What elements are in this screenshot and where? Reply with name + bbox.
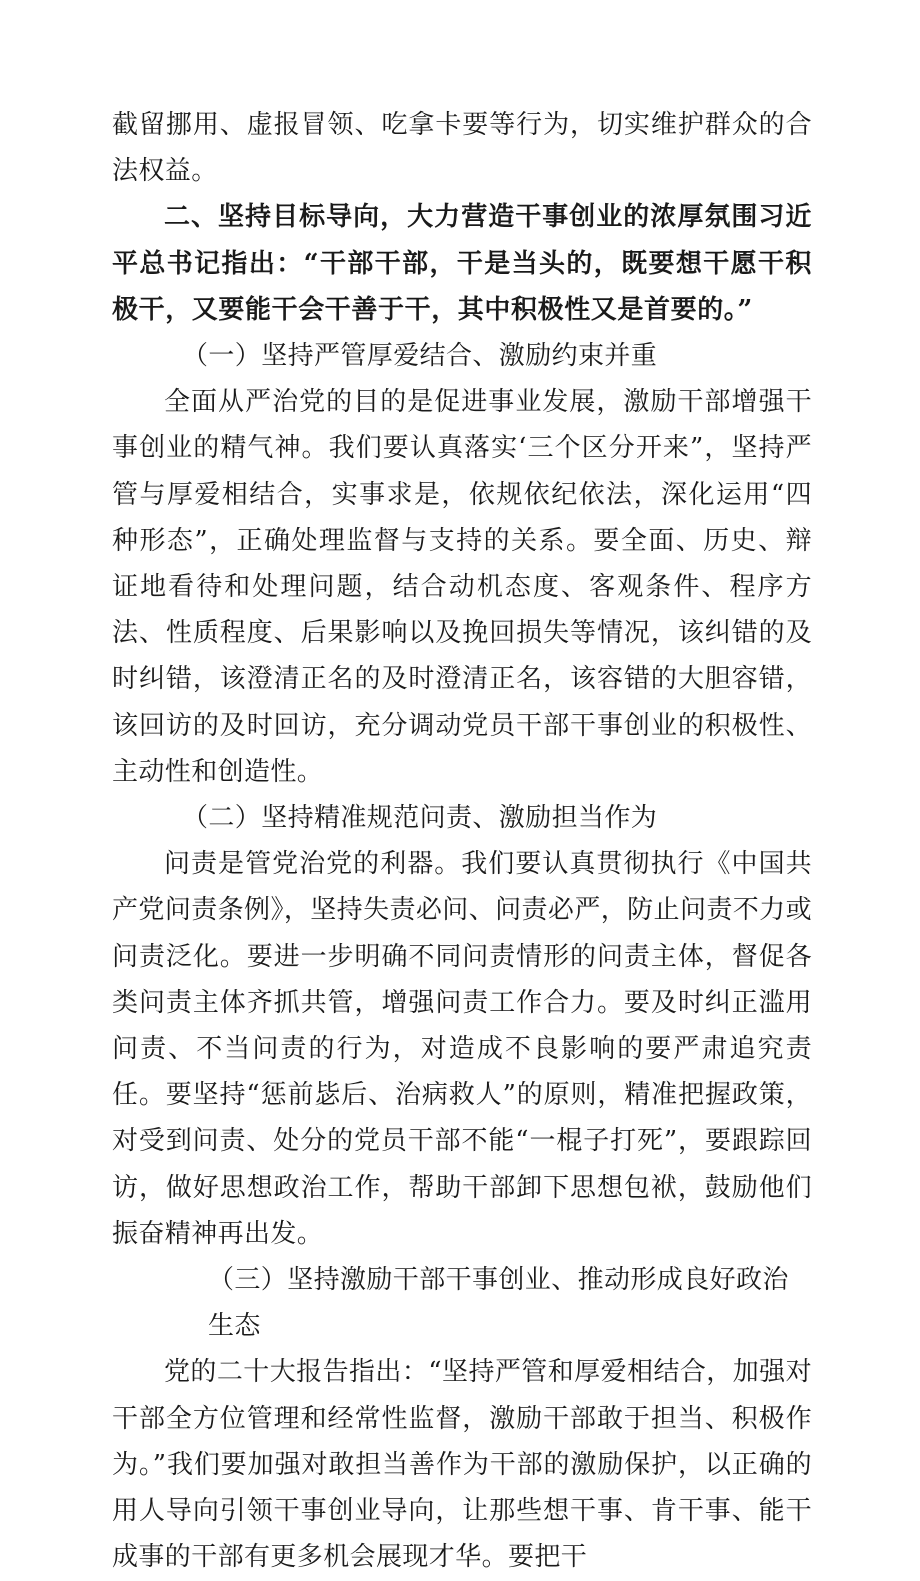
subheading-2: （二）坚持精准规范问责、激励担当作为 bbox=[182, 803, 658, 834]
body-paragraph-1: 全面从严治党的目的是促进事业发展，激励干部增强干事创业的精气神。我们要认真落实‘三个区分开来”，坚持严管与厚爱相结合，实事求是，依规依纪依法，深化运用“四种形态”，正确处理监督与支持的关系。要全面、历史、辩证地看待和处理问题，结合动机态度、客观条件、程序方法、性质程度、后果影响以及挽回损失等情况，该纠错的及时纠错，该澄清正名的及时澄清正名，该容错的大胆容错，该回访的及时回访，充分调动党员干部干事创业的积极性、主动性和创造性。 bbox=[112, 387, 812, 787]
body-paragraph-3: 党的二十大报告指出：“坚持严管和厚爱相结合，加强对干部全方位管理和经常性监督，激励干部敢于担当、积极作为。”我们要加强对敢担当善作为干部的激励保护，以正确的用人导向引领干事创业导向，让那些想干事、肯干事、能干成事的干部有更多机会展现才华。要把干 bbox=[112, 1357, 812, 1573]
subheading-3: （三）坚持激励干部干事创业、推动形成良好政治生态 bbox=[208, 1265, 789, 1342]
section-heading: 二、坚持目标导向，大力营造干事创业的浓厚氛围习近平总书记指出：“干部干部，干是当头的，既要想干愿干积极干，又要能干会干善于干，其中积极性又是首要的。” bbox=[112, 202, 812, 325]
document-body bbox=[112, 102, 812, 1581]
subheading-1: （一）坚持严管厚爱结合、激励约束并重 bbox=[182, 341, 658, 372]
continuation-paragraph: 截留挪用、虚报冒领、吃拿卡要等行为，切实维护群众的合法权益。 bbox=[112, 110, 812, 187]
body-paragraph-2: 问责是管党治党的利器。我们要认真贯彻执行《中国共产党问责条例》，坚持失责必问、问责必严，防止问责不力或问责泛化。要进一步明确不同问责情形的问责主体，督促各类问责主体齐抓共管，增强问责工作合力。要及时纠正滥用问责、不当问责的行为，对造成不良影响的要严肃追究责任。要坚持“惩前毖后、治病救人”的原则，精准把握政策，对受到问责、处分的党员干部不能“一棍子打死”，要跟踪回访，做好思想政治工作，帮助干部卸下思想包袱，鼓励他们振奋精神再出发。 bbox=[112, 849, 812, 1249]
